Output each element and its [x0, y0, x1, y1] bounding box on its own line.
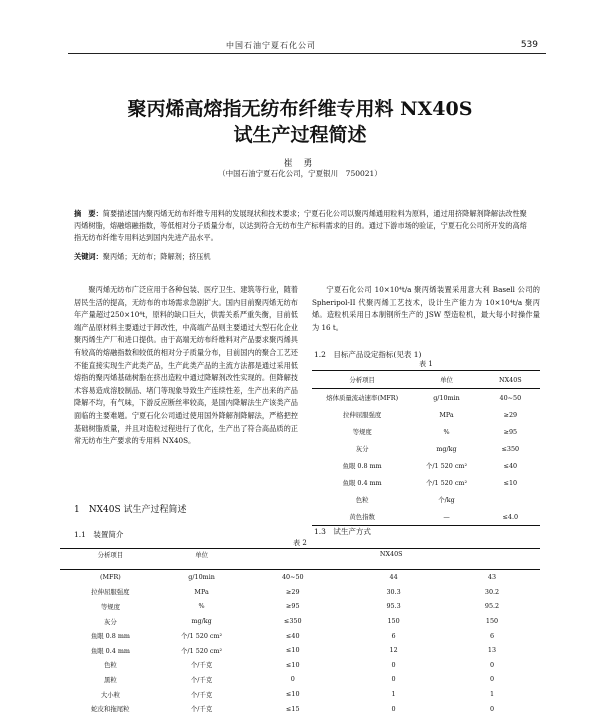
table-cell: 个/kg: [438, 496, 455, 504]
table-cell: 0: [489, 675, 495, 684]
author: 崔 勇: [283, 159, 317, 169]
table2-caption: 表 2: [293, 539, 307, 547]
table-cell: ≤10: [503, 478, 518, 487]
table-cell: ≥95: [503, 427, 518, 436]
table-row: [60, 643, 540, 658]
table-cell: 个/千克: [190, 661, 213, 670]
table-cell: 40~50: [281, 573, 304, 582]
table-cell: MPa: [439, 410, 454, 419]
title-line-2: 试生产过程简述: [233, 124, 367, 146]
facility-paragraph: 宁夏石化公司 10×10⁴t/a 聚丙烯装置采用意大利 Basell 公司的 Spheripol-II 代聚丙烯工艺技术，设计生产能力为 10×10⁴t/a 聚丙烯。造粒机采用日本制钢所生产的 JSW 型造粒机，最大每小时操作量为 16 t。: [312, 285, 540, 332]
table-cell: 大小粒: [100, 690, 120, 699]
table-cell: ≤40: [286, 631, 300, 640]
table-cell: 个/1 520 cm²: [425, 462, 468, 470]
table-cell: 拉伸屈服强度: [342, 411, 382, 419]
table1-target-specs: [312, 370, 540, 526]
table-cell: ≤350: [284, 617, 302, 626]
table-row: [312, 457, 540, 474]
table-cell: 150: [485, 617, 499, 626]
table-cell: 色粒: [355, 496, 369, 504]
table-cell: ≥29: [503, 410, 518, 419]
table-cell: 黑粒: [104, 675, 117, 684]
table-cell: 个/1 520 cm²: [181, 646, 223, 655]
table-cell: 鱼眼 0.4 mm: [90, 646, 130, 655]
table-cell: 30.2: [484, 587, 500, 596]
table-header-row: [312, 371, 540, 389]
table-cell: 0: [391, 660, 396, 669]
table-cell: ≤10: [286, 646, 300, 655]
table-cell: 个/千克: [190, 675, 213, 684]
table-cell: 等规度: [100, 602, 120, 611]
table-cell: 灰分: [355, 445, 369, 453]
table-cell: 个/千克: [190, 705, 213, 714]
table-cell: 黄色指数: [349, 513, 375, 521]
table-row: [312, 474, 540, 491]
table-cell: ≤15: [286, 704, 300, 713]
table1-caption: 表 1: [419, 360, 433, 368]
table-cell: 40~50: [499, 393, 522, 402]
table-cell: %: [443, 427, 450, 436]
table-cell: 鱼眼 0.8 mm: [342, 462, 382, 470]
table-header-cell: 单位: [195, 550, 208, 559]
table-cell: mg/kg: [191, 617, 212, 626]
table-row: [60, 570, 540, 585]
table-cell: 鱼眼 0.4 mm: [342, 479, 382, 487]
table-cell: 150: [387, 617, 400, 626]
table-cell: MPa: [194, 587, 209, 596]
table-cell: [481, 491, 540, 508]
table-cell: ≤10: [286, 660, 300, 669]
subsection-1-3: 1.3 试生产方式: [314, 527, 371, 536]
table-cell: 44: [389, 573, 398, 582]
table-header-cell: 分析项目: [349, 376, 375, 384]
abstract-text: 简要描述国内聚丙烯无纺布纤维专用料的发展现状和技术要求；宁夏石化公司以聚丙烯通用粒料为原料，通过用挤降解剂降解法改性聚丙烯树脂，熔融熔融指数，等低相对分子质量分布，以达到符合无纺布生产标料需求的目的。通过下游市场的验证，宁夏石化公司所开发的高熔指无纺布纤维专用料达到国内先进产品水平。: [74, 209, 527, 242]
table-cell: 鱼眼 0.8 mm: [90, 632, 130, 641]
table-row: [60, 658, 540, 673]
title-line-1: 聚丙烯高熔指无纺布纤维专用料 NX40S: [127, 98, 473, 120]
table-header-cell: NX40S: [499, 375, 522, 384]
table-cell: ≤10: [286, 690, 300, 699]
table-cell: 12: [389, 646, 398, 655]
subsection-1-2: 1.2 目标产品设定指标(见表 1): [314, 350, 422, 359]
keywords: [74, 252, 529, 262]
abstract: [74, 208, 529, 244]
table-cell: g/10min: [188, 573, 215, 582]
table2-trial-results: [60, 548, 540, 716]
table-cell: 13: [487, 646, 497, 655]
table-cell: mg/kg: [436, 444, 457, 453]
abstract-label: 摘 要：: [74, 209, 103, 218]
table-row: [312, 389, 540, 407]
table-row: [60, 585, 540, 600]
table-cell: (MFR): [100, 573, 121, 582]
table-cell: 95.2: [484, 602, 500, 611]
table-cell: 1: [391, 690, 396, 699]
table-header-cell: NX40S: [379, 550, 403, 558]
table-row: [312, 491, 540, 508]
table-cell: %: [198, 602, 205, 611]
table-cell: 1: [489, 690, 495, 699]
table-header-spacer: [60, 559, 540, 570]
table-row: [60, 628, 540, 643]
table-cell: 灰分: [104, 617, 117, 626]
table-cell: 个/1 520 cm²: [181, 632, 223, 641]
table-cell: 蛇皮和拖尾粒: [91, 705, 130, 714]
section-heading-1: 1 NX40S 试生产过程简述: [74, 505, 187, 515]
affiliation: （中国石油宁夏石化公司，宁夏银川 750021）: [218, 169, 382, 178]
table-row: [60, 672, 540, 687]
running-header: [0, 40, 600, 54]
table-cell: ≥95: [286, 602, 300, 611]
table-header-row: [60, 549, 540, 560]
table-cell: 0: [489, 660, 495, 669]
table-cell: 等规度: [352, 428, 372, 436]
page-number: 539: [520, 40, 538, 50]
keywords-text: 聚丙烯；无纺布；降解剂；挤压机: [102, 252, 211, 261]
table-header-cell: 单位: [440, 376, 453, 384]
table-cell: 个/千克: [190, 690, 213, 699]
table-cell: ≥29: [286, 587, 300, 596]
table-cell: 43: [487, 573, 497, 582]
table-cell: 0: [391, 704, 396, 713]
table-row: [60, 701, 540, 716]
table-cell: 30.3: [386, 587, 401, 596]
journal-name: 中国石油宁夏石化公司: [226, 41, 316, 50]
table-cell: ≤40: [503, 461, 518, 470]
header-rule: [68, 53, 546, 54]
table-cell: ≤350: [501, 444, 520, 453]
table-cell: 拉伸屈服强度: [91, 588, 130, 597]
table-row: [312, 440, 540, 457]
table-cell: 0: [290, 675, 295, 684]
table-cell: 0: [489, 704, 495, 713]
table-header-cell: 分析项目: [97, 550, 124, 559]
keywords-label: 关键词：: [74, 252, 103, 261]
table-cell: g/10min: [433, 393, 460, 402]
table-cell: 6: [391, 631, 396, 640]
table-cell: 6: [489, 631, 495, 640]
table-cell: —: [443, 512, 450, 521]
table-row: [60, 599, 540, 614]
table-row: [60, 687, 540, 702]
table-row: [312, 508, 540, 526]
table-cell: 95.3: [386, 602, 401, 611]
table-cell: 色粒: [104, 661, 117, 670]
table-row: [312, 406, 540, 423]
table-row: [60, 614, 540, 629]
table-row: [312, 423, 540, 440]
intro-paragraph: 聚丙烯无纺布广泛应用于各种包装、医疗卫生、建筑等行业，随着居民生活的提高，无纺布的市场需求急剧扩大。国内目前聚丙烯无纺布年产量超过250×10⁴t，原料的缺口巨大，供需关系严重失衡，目前低端产品原材料主要通过于卸改性，中高端产品则主要通过大型石化企业聚丙烯生产厂和进口提供。由于高端无纺布纤维料对产品要求聚丙烯具有较高的熔融指数和较低的相对分子质量分布，目前国内的聚合工艺还不能直接实现生产此类产品，生产此类产品的主流方法都是通过采用低熔指的聚丙烯基础树脂在挤出造粒中通过降解剂改性实现的。但降解技术容易造成溶胶制品、堵门等现象导致生产连续性差，生产出来的产品降解不均，有气味，下游反应断丝率较高，是国内降解法生产该类产品面临的主要难题。宁夏石化公司通过使用国外降解剂降解法，严格把控基础树脂质量，并且对造粒过程进行了优化，生产出了符合高品质的正常无纺布生产要求的专用料 NX40S。: [74, 285, 298, 446]
subsection-1-1: 1.1 装置简介: [74, 530, 124, 539]
table-cell: 熔体质量流动速率(MFR): [326, 394, 399, 402]
table-cell: 0: [391, 675, 396, 684]
table-cell: ≤4.0: [502, 512, 519, 521]
table-cell: 个/1 520 cm²: [425, 479, 468, 487]
